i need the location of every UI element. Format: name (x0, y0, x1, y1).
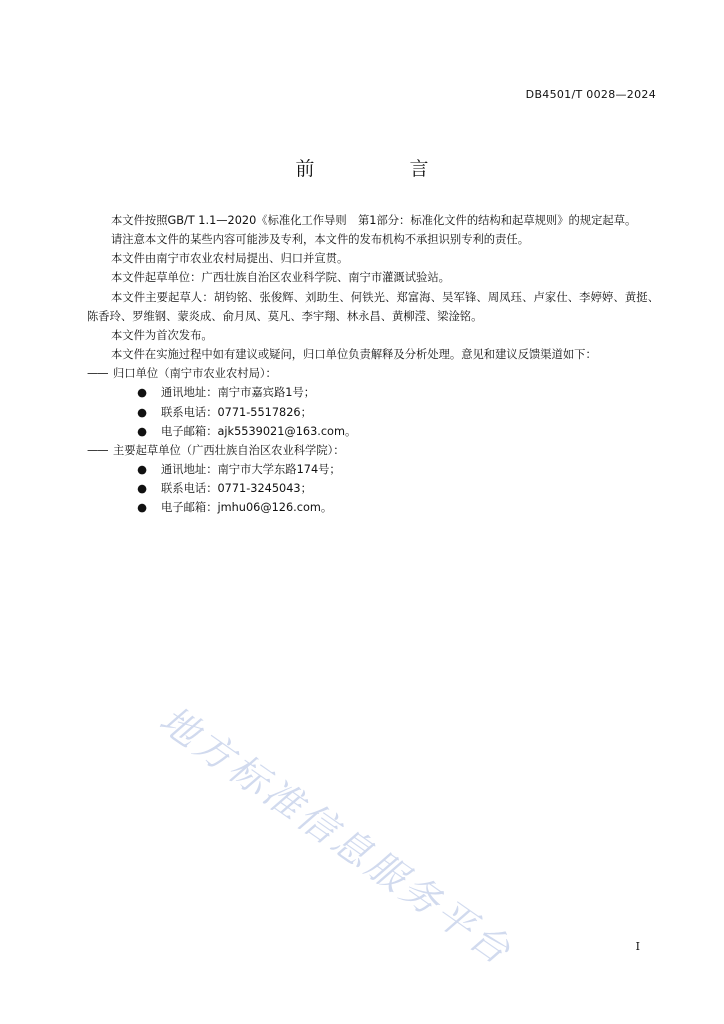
bullet-icon: ● (137, 386, 147, 400)
contact-address (87, 460, 659, 479)
bullet-icon: ● (137, 424, 147, 438)
paragraph-first-release: 本文件为首次发布。 (111, 328, 213, 342)
paragraph-patent-notice: 请注意本文件的某些内容可能涉及专利，本文件的发布机构不承担识别专利的责任。 (111, 233, 529, 247)
bullet-icon: ● (137, 482, 147, 496)
bullet-icon: ● (137, 463, 147, 477)
dash-marker: —— (87, 367, 108, 381)
page-number: I (635, 940, 640, 953)
foreword-body (87, 211, 659, 518)
contact-phone-text: 联系电话：0771-3245043； (161, 482, 312, 496)
document-number: DB4501/T 0028—2024 (525, 88, 656, 101)
contact-email (87, 498, 659, 517)
contact-address (87, 383, 659, 402)
contact-phone (87, 479, 659, 498)
contact-phone (87, 403, 659, 422)
contact-group-title-text: 归口单位（南宁市农业农村局）： (113, 367, 277, 381)
paragraph-drafters: 本文件主要起草人：胡钧铭、张俊辉、刘助生、何铁光、郑富海、吴军锋、周凤珏、卢家仕、李婷婷、黄挺、陈香玲、罗维钢、蒙炎成、俞月凤、莫凡、李宇翔、林永昌、黄柳滢、梁淦铭。 (87, 290, 659, 323)
contact-email-text: 电子邮箱：jmhu06@126.com。 (161, 501, 333, 515)
contact-group-title-text: 主要起草单位（广西壮族自治区农业科学院）： (113, 443, 345, 457)
paragraph-proposer: 本文件由南宁市农业农村局提出、归口并宣贯。 (111, 252, 349, 266)
contact-email (87, 422, 659, 441)
paragraph-feedback: 本文件在实施过程中如有建议或疑问，归口单位负责解释及分析处理。意见和建议反馈渠道如下： (111, 348, 597, 362)
contact-address-text: 通讯地址：南宁市大学东路174号； (161, 463, 341, 477)
page-title: 前 言 (295, 158, 467, 180)
paragraph-drafting-rules: 本文件按照GB/T 1.1—2020《标准化工作导则 第1部分：标准化文件的结构和起草规则》的规定起草。 (111, 214, 637, 227)
contact-address-text: 通讯地址：南宁市嘉宾路1号； (161, 386, 316, 400)
contact-group-main-drafting-unit (87, 441, 659, 518)
bullet-icon: ● (137, 501, 147, 515)
contact-group-title (87, 441, 659, 460)
contact-phone-text: 联系电话：0771-5517826； (161, 405, 312, 419)
dash-marker: —— (87, 443, 108, 457)
contact-group-title (87, 364, 659, 383)
watermark: 地方标准信息服务平台 (151, 697, 521, 975)
paragraph-drafting-units: 本文件起草单位：广西壮族自治区农业科学院、南宁市灌溉试验站。 (111, 271, 450, 285)
contact-group-centralizing-unit (87, 364, 659, 441)
bullet-icon: ● (137, 405, 147, 419)
contact-email-text: 电子邮箱：ajk5539021@163.com。 (161, 424, 357, 438)
